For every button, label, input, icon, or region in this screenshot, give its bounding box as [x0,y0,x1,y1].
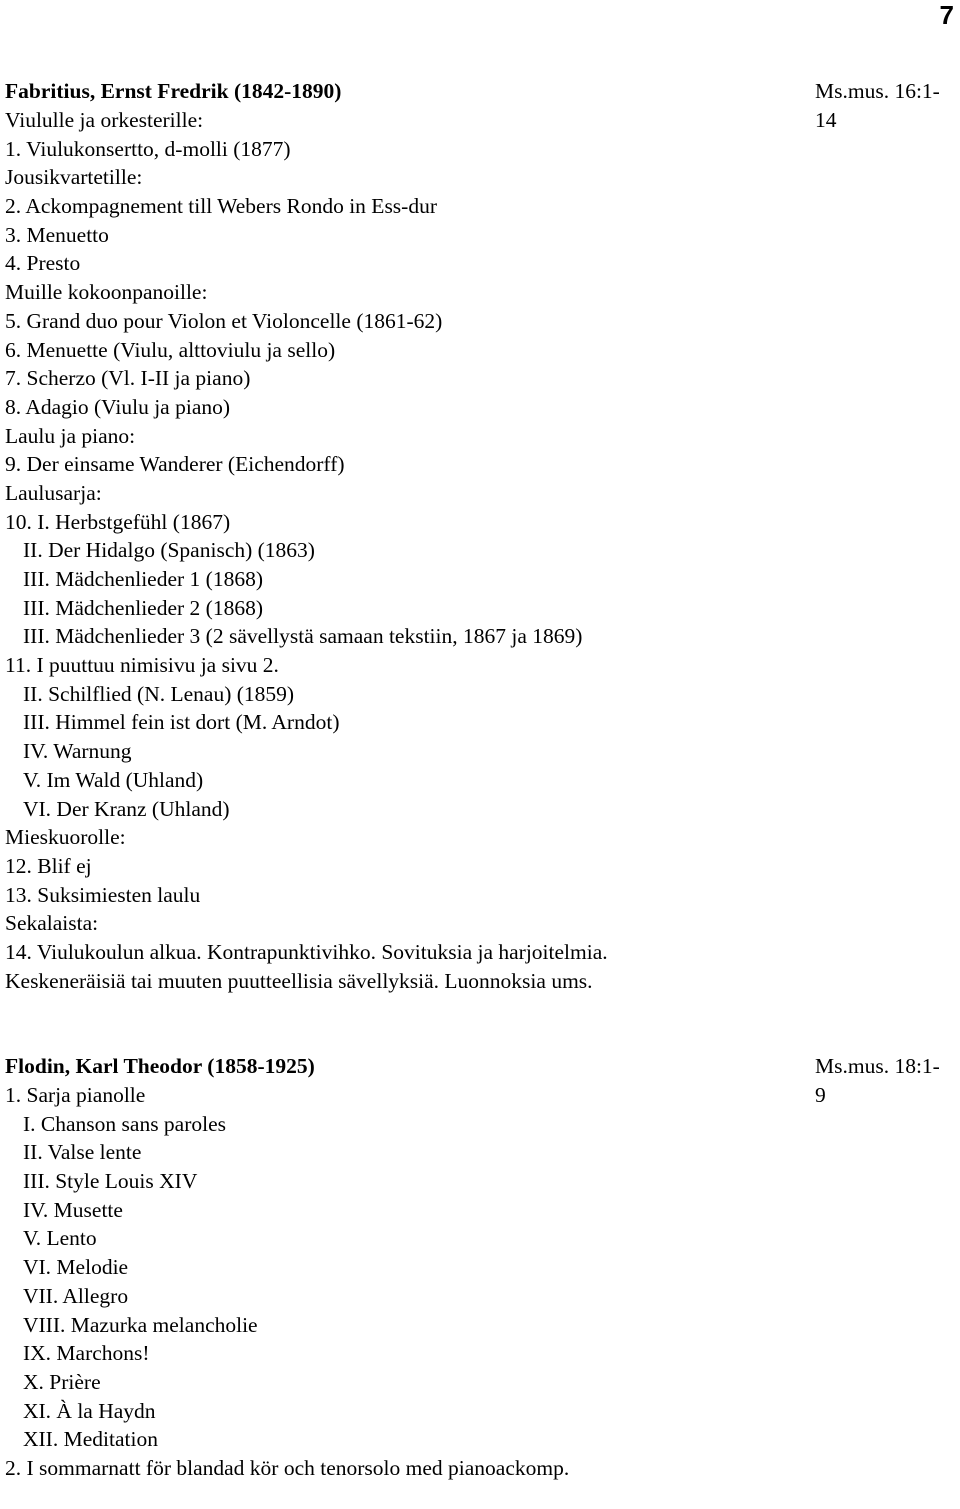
shelfmark-line: Ms.mus. 18:1- [815,1054,940,1078]
shelfmark-line: 9 [815,1083,826,1107]
list-item: XI. À la Haydn [23,1398,156,1423]
list-item: II. Valse lente [23,1140,142,1165]
page-number: 7 [939,0,954,30]
list-item: Mieskuorolle: [5,825,126,850]
list-item: 10. I. Herbstgefühl (1867) [5,509,231,534]
shelfmark-line: 14 [815,108,837,132]
list-item: I. Chanson sans paroles [23,1111,227,1136]
list-item: 7. Scherzo (Vl. I-II ja piano) [5,366,251,391]
list-item: VII. Allegro [23,1283,129,1308]
list-item: 8. Adagio (Viulu ja piano) [5,394,231,419]
list-item: III. Mädchenlieder 2 (1868) [23,595,263,620]
list-item: VI. Melodie [23,1255,129,1280]
list-item: Laulusarja: [5,480,102,505]
list-item: 5. Grand duo pour Violon et Violoncelle (1861-62) [5,308,443,333]
list-item: 2. Ackompagnement till Webers Rondo in Ess-dur [5,194,437,219]
list-item: III. Mädchenlieder 3 (2 sävellystä samaan tekstiin, 1867 ja 1869) [23,624,583,649]
list-item: 1. Sarja pianolle [5,1083,146,1107]
list-item: V. Im Wald (Uhland) [23,767,204,792]
list-item: Viululle ja orkesterille: [5,108,204,132]
list-item: II. Schilflied (N. Lenau) (1859) [23,681,295,706]
work-list [5,1081,960,1483]
list-item: VIII. Mazurka melancholie [23,1312,258,1337]
list-item: XII. Meditation [23,1427,158,1452]
list-item: 13. Suksimiesten laulu [5,882,201,907]
list-item: Muille kokoonpanoille: [5,280,208,305]
shelfmark [815,1052,960,1110]
list-item: Sekalaista: [5,911,99,936]
shelfmark-line: Ms.mus. 16:1- [815,79,940,103]
list-item: X. Prière [23,1369,101,1394]
list-item: III. Mädchenlieder 1 (1868) [23,567,263,591]
list-item: 6. Menuette (Viulu, alttoviulu ja sello) [5,337,336,362]
list-item: 1. Viulukonsertto, d-molli (1877) [5,136,291,161]
composer-name: Fabritius, Ernst Fredrik (1842-1890) [5,79,342,103]
list-item: Laulu ja piano: [5,423,136,448]
list-item: 12. Blif ej [5,853,92,878]
list-item: Keskeneräisiä tai muuten puutteellisia sävellyksiä. Luonnoksia ums. [5,968,593,993]
composer-name: Flodin, Karl Theodor (1858-1925) [5,1054,315,1078]
list-item: 14. Viulukoulun alkua. Kontrapunktivihko. Sovituksia ja harjoitelmia. [5,939,608,964]
list-item: 4. Presto [5,251,81,276]
list-item: IX. Marchons! [23,1341,150,1366]
list-item: 3. Menuetto [5,222,109,247]
catalog-entry-fabritius [5,77,960,995]
list-item: 11. I puuttuu nimisivu ja sivu 2. [5,653,279,678]
list-item: II. Der Hidalgo (Spanisch) (1863) [23,538,315,563]
list-item: III. Himmel fein ist dort (M. Arndot) [23,710,340,735]
list-item: IV. Musette [23,1197,123,1222]
list-item: 9. Der einsame Wanderer (Eichendorff) [5,452,345,477]
shelfmark [815,77,960,135]
catalog-entry-flodin [5,1052,960,1483]
list-item: Jousikvartetille: [5,165,143,190]
list-item: IV. Warnung [23,739,132,764]
list-item: V. Lento [23,1226,97,1251]
work-list [5,106,960,995]
list-item: VI. Der Kranz (Uhland) [23,796,230,821]
list-item: 2. I sommarnatt för blandad kör och tenorsolo med pianoackomp. [5,1455,570,1480]
list-item: III. Style Louis XIV [23,1169,198,1194]
